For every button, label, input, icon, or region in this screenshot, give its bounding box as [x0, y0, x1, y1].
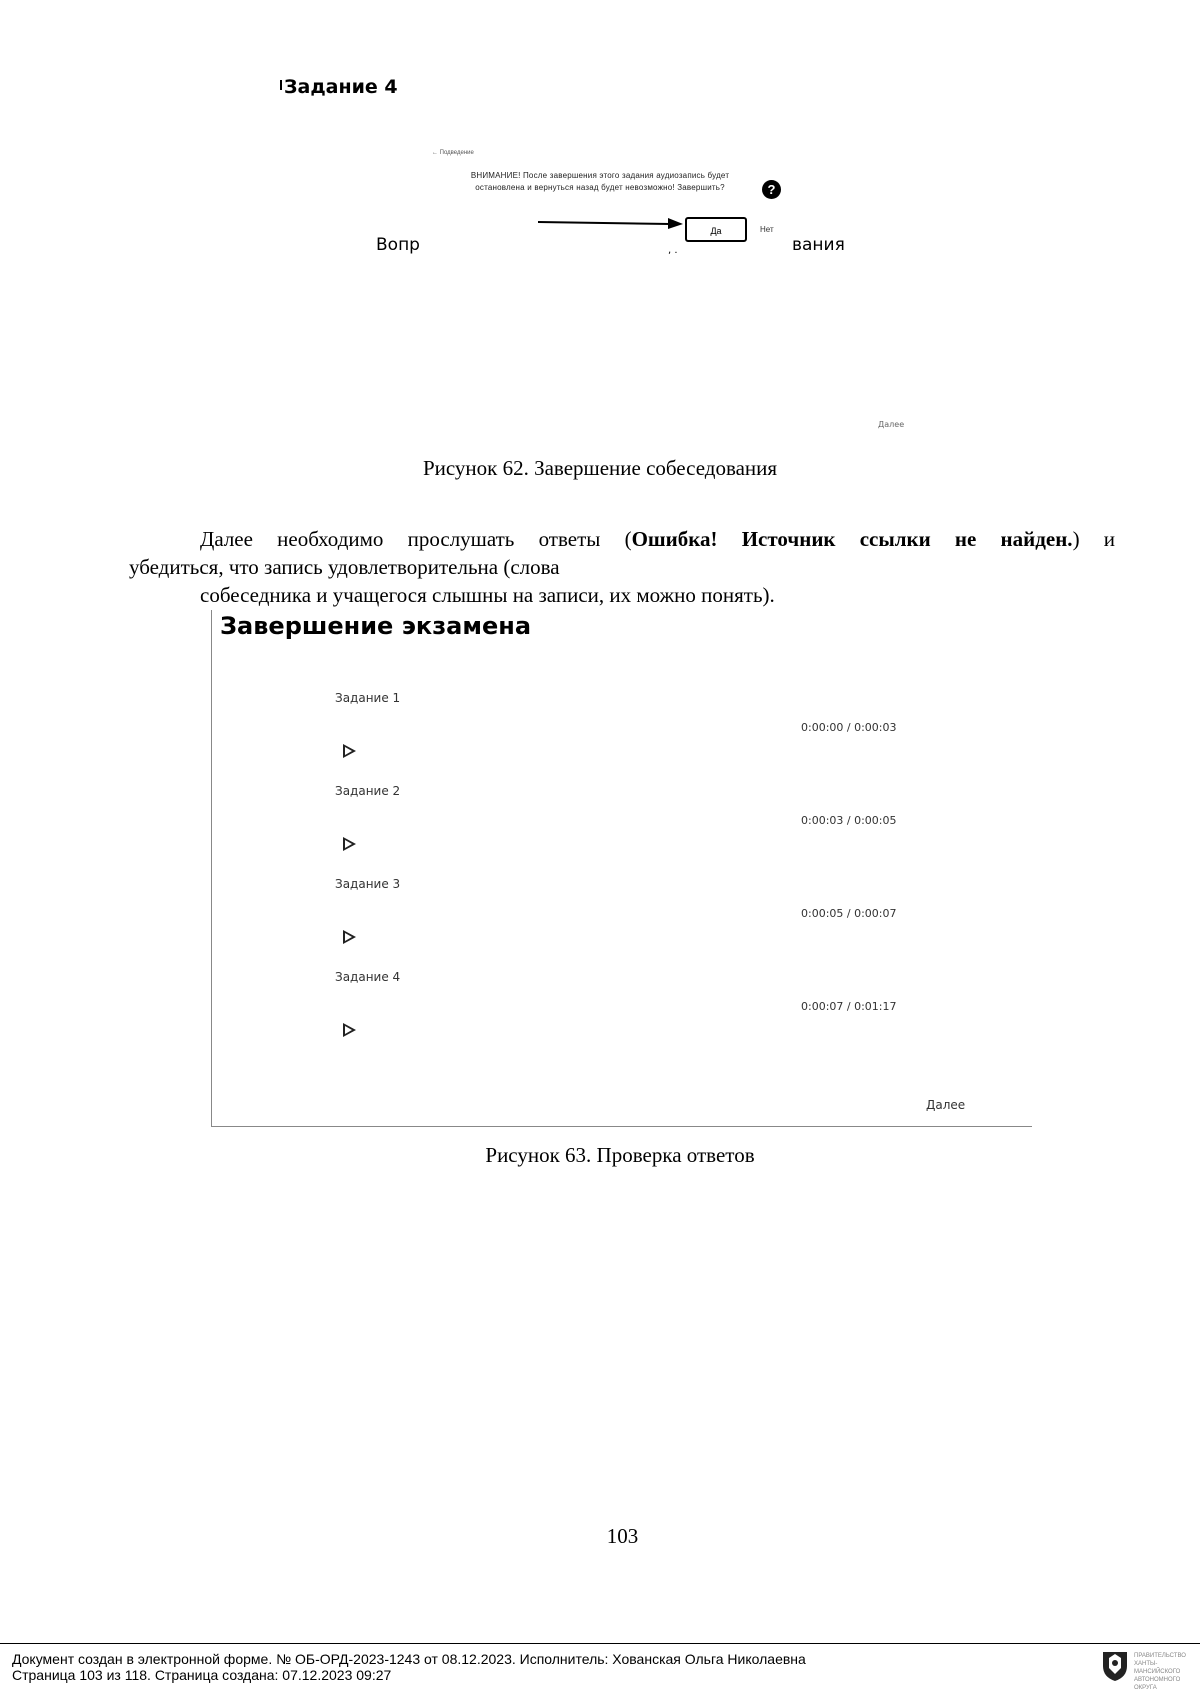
paragraph-text: Далее необходимо прослушать ответы ( — [200, 527, 632, 551]
footer-document-info: Документ создан в электронной форме. № ОБ-ОРД-2023-1243 от 08.12.2023. Исполнитель: Хованская Ольга Николаевна — [12, 1651, 806, 1667]
paragraph-line-2: убедиться, что запись удовлетворительна (слова — [129, 555, 560, 579]
paragraph-line-3: собеседника и учащегося слышны на записи, их можно понять). — [200, 583, 775, 607]
task-time: 0:00:00 / 0:00:03 — [801, 721, 897, 734]
screenshot-frame — [211, 610, 1032, 1127]
emblem-caption: ПРАВИТЕЛЬСТВО ХАНТЫ-МАНСИЙСКОГО АВТОНОМНОГО ОКРУГА — [1134, 1653, 1186, 1691]
footer-divider — [0, 1643, 1200, 1644]
figure-62-caption: Рисунок 62. Завершение собеседования — [422, 456, 778, 480]
coat-of-arms-icon — [1100, 1648, 1130, 1682]
pointer-arrow — [538, 215, 683, 229]
question-text-left: Вопр — [376, 235, 420, 255]
exam-completion-title: Завершение экзамена — [220, 612, 532, 640]
paragraph-line-1 — [200, 525, 1115, 553]
dialog-warning-text: ВНИМАНИЕ! После завершения этого задания аудиозапись будет остановлена и вернуться назад будет невозможно! Завершить? — [470, 171, 730, 192]
figure-62-mark — [280, 80, 282, 90]
next-link[interactable]: Далее — [878, 420, 905, 429]
question-text-middle: , . — [668, 245, 678, 256]
task-label: Задание 1 — [335, 691, 401, 705]
task-time: 0:00:03 / 0:00:05 — [801, 814, 897, 827]
task-label: Задание 3 — [335, 877, 401, 891]
question-text-right: вания — [792, 235, 845, 255]
play-icon[interactable] — [343, 837, 356, 851]
footer-page-info: Страница 103 из 118. Страница создана: 07.12.2023 09:27 — [12, 1667, 392, 1683]
figure-63-caption: Рисунок 63. Проверка ответов — [485, 1143, 755, 1167]
play-icon[interactable] — [343, 744, 356, 758]
task-time: 0:00:07 / 0:01:17 — [801, 1000, 897, 1013]
broken-reference: Ошибка! Источник ссылки не найден. — [631, 527, 1073, 551]
task-label: Задание 2 — [335, 784, 401, 798]
no-button[interactable]: Нет — [760, 225, 774, 234]
play-icon[interactable] — [343, 930, 356, 944]
back-link[interactable]: ← Подведение — [432, 150, 474, 156]
task-label: Задание 4 — [335, 970, 401, 984]
page-number: 103 — [606, 1524, 639, 1548]
paragraph-text: ) и — [1072, 527, 1115, 551]
play-icon[interactable] — [343, 1023, 356, 1037]
task-heading: Задание 4 — [284, 76, 398, 98]
yes-button[interactable]: Да — [685, 217, 747, 242]
next-button[interactable]: Далее — [926, 1098, 966, 1112]
task-time: 0:00:05 / 0:00:07 — [801, 907, 897, 920]
question-circle-icon[interactable]: ? — [762, 180, 781, 199]
